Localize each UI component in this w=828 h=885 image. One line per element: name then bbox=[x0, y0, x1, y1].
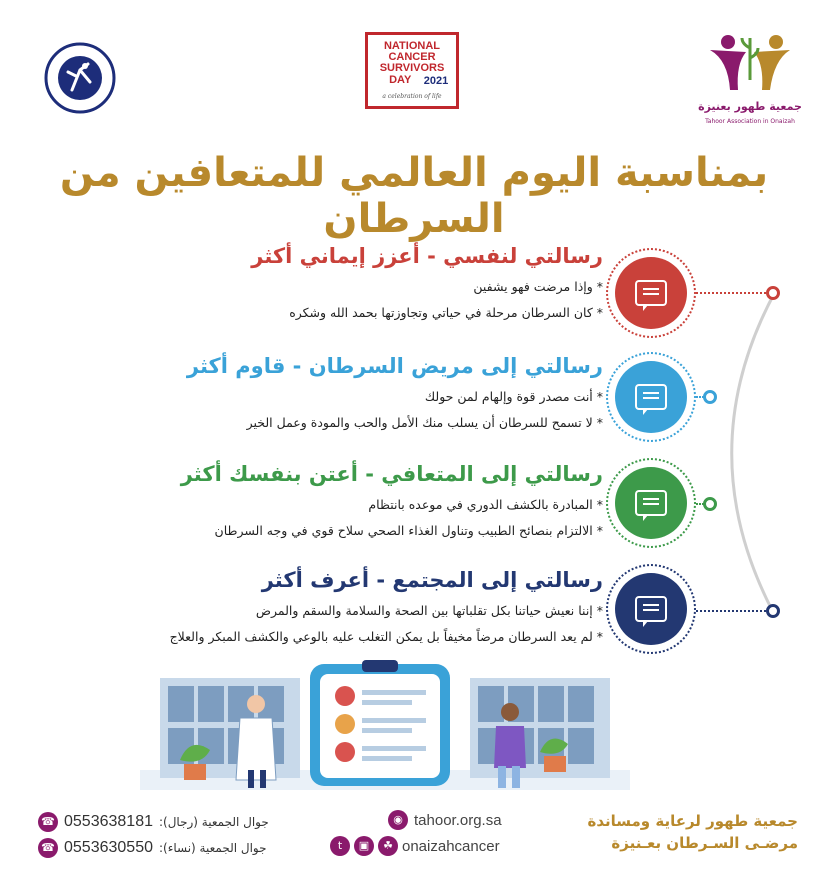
phone-label-women: جوال الجمعية (نساء): bbox=[158, 841, 267, 855]
section-4-node bbox=[766, 604, 780, 618]
section-4-bullet-2: * لم يعد السرطان مرضاً مخيفاً بل يمكن التغلب عليه بالوعي والكشف المبكر والعلاج bbox=[169, 629, 603, 644]
section-4-badge bbox=[615, 573, 687, 645]
footer-links bbox=[330, 810, 540, 856]
footer-org-line-2: مرضـى السـرطان بعـنيزة bbox=[611, 834, 798, 852]
twitter-icon[interactable]: t bbox=[330, 836, 350, 856]
globe-icon: ◉ bbox=[388, 810, 408, 830]
footer-phones bbox=[38, 812, 298, 864]
ncsd-2021-logo bbox=[365, 32, 459, 109]
website-link[interactable]: tahoor.org.sa bbox=[414, 811, 502, 829]
ncsd-line-3: SURVIVORS bbox=[379, 62, 445, 74]
section-4-bullet-1: * إننا نعيش حياتنا بكل تقلباتها بين الصحة والسلامة والسقم والمرض bbox=[255, 603, 603, 618]
section-2 bbox=[163, 352, 603, 432]
ncsd-round-logo bbox=[30, 40, 130, 115]
ncsd-line-4: DAY bbox=[389, 74, 412, 86]
section-1-bullet-2: * كان السرطان مرحلة في حياتي وتجاوزتها بحمد الله وشكره bbox=[289, 305, 603, 320]
section-3-badge bbox=[615, 467, 687, 539]
social-handle[interactable]: onaizahcancer bbox=[402, 837, 500, 855]
footer-org bbox=[568, 812, 798, 852]
ncsd-tagline: a celebration of life bbox=[382, 93, 442, 100]
tahoor-name-ar: جمعية طهور بعنيزة bbox=[698, 100, 802, 113]
section-4 bbox=[163, 566, 603, 646]
section-2-node bbox=[703, 390, 717, 404]
section-3-bullet-2: * الالتزام بنصائح الطبيب وتناول الغذاء الصحي سلاح قوي في وجه السرطان bbox=[214, 523, 603, 538]
section-2-title: رسالتي إلى مريض السرطان - قاوم أكثر bbox=[186, 354, 603, 378]
instagram-icon[interactable]: ▣ bbox=[354, 836, 374, 856]
section-1 bbox=[163, 242, 603, 322]
section-1-connector bbox=[696, 292, 766, 294]
tahoor-name-en: Tahoor Association in Onaizah bbox=[705, 118, 795, 125]
chat-icon bbox=[635, 280, 667, 306]
section-2-bullet-2: * لا تسمح للسرطان أن يسلب منك الأمل والحب والمودة وعمل الخير bbox=[246, 415, 603, 430]
section-4-title: رسالتي إلى المجتمع - أعرف أكثر bbox=[261, 568, 603, 592]
phone-row-women bbox=[38, 838, 298, 858]
ncsd-line-1: NATIONAL bbox=[383, 40, 440, 52]
section-3 bbox=[163, 460, 603, 540]
ncsd-year: 2021 bbox=[423, 75, 449, 87]
section-3-title: رسالتي إلى المتعافي - أعتن بنفسك أكثر bbox=[180, 462, 603, 486]
chat-icon bbox=[635, 596, 667, 622]
phone-number-women[interactable]: 0553630550 bbox=[64, 839, 153, 856]
phone-label-men: جوال الجمعية (رجال): bbox=[158, 815, 269, 829]
chat-icon bbox=[635, 384, 667, 410]
chat-icon bbox=[635, 490, 667, 516]
section-1-badge bbox=[615, 257, 687, 329]
clinic-illustration bbox=[140, 660, 630, 790]
section-1-node bbox=[766, 286, 780, 300]
phone-row-men bbox=[38, 812, 298, 832]
section-2-badge bbox=[615, 361, 687, 433]
ncsd-line-2: CANCER bbox=[388, 51, 436, 63]
section-3-node bbox=[703, 497, 717, 511]
whatsapp-icon: ☎ bbox=[38, 838, 58, 858]
timeline-arc bbox=[700, 280, 800, 620]
section-2-bullet-1: * أنت مصدر قوة وإلهام لمن حولك bbox=[424, 389, 603, 404]
phone-number-men[interactable]: 0553638181 bbox=[64, 813, 153, 830]
section-4-connector bbox=[696, 610, 766, 612]
page-title: بمناسبة اليوم العالمي للمتعافين من السرطان bbox=[59, 150, 769, 242]
tahoor-figures-icon bbox=[690, 30, 810, 98]
section-1-title: رسالتي لنفسي - أعزز إيماني أكثر bbox=[251, 244, 603, 268]
footer-org-line-1: جمعية طهور لرعاية ومساندة bbox=[587, 812, 798, 830]
section-3-bullet-1: * المبادرة بالكشف الدوري في موعده بانتظام bbox=[368, 497, 603, 512]
whatsapp-icon: ☎ bbox=[38, 812, 58, 832]
tahoor-logo bbox=[690, 30, 810, 130]
snapchat-icon[interactable]: ☘ bbox=[378, 836, 398, 856]
section-1-bullet-1: * وإذا مرضت فهو يشفين bbox=[473, 279, 603, 294]
